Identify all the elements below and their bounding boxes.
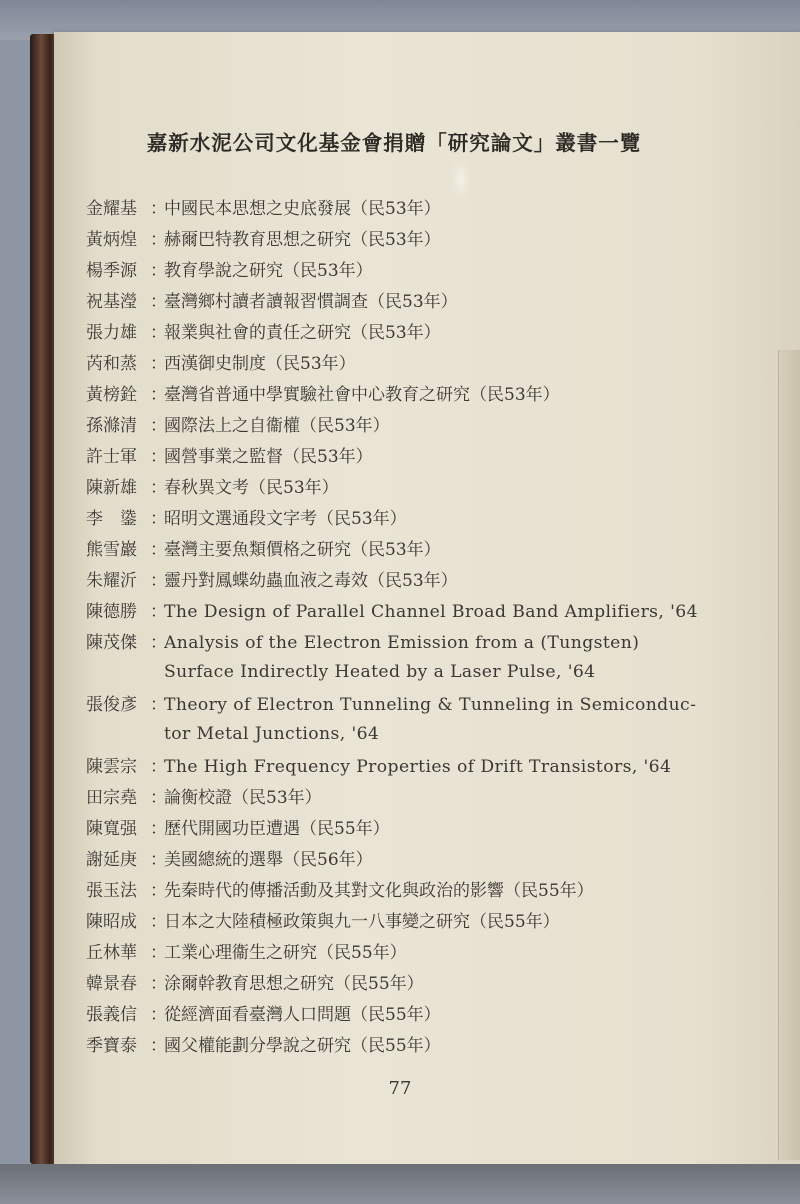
list-item [86,318,441,348]
separator-colon: ： [150,1005,167,1025]
separator-colon: ： [150,230,167,250]
work-title: 昭明文選通段文字考（民53年） [164,509,407,529]
list-item [86,1000,441,1030]
work-title: 國父權能劃分學說之研究（民55年） [164,1036,441,1056]
separator-colon: ： [150,571,167,591]
work-title: 臺灣鄉村讀者讀報習慣調查（民53年） [164,292,458,312]
list-item [86,349,356,379]
list-item [86,907,560,937]
separator-colon: ： [150,788,167,808]
list-item [86,1031,441,1061]
work-title: 歷代開國功臣遭遇（民55年） [164,819,390,839]
separator-colon: ： [150,354,167,374]
author-name: 芮和蒸 [86,354,137,374]
work-title-continuation: Surface Indirectly Heated by a Laser Pulse, '64 [164,662,596,682]
list-item [86,783,322,813]
author-name: 季寶泰 [86,1036,137,1056]
author-name: 李 鍌 [86,509,137,529]
adjacent-page-edge [778,350,800,1160]
work-title: 春秋異文考（民53年） [164,478,339,498]
page-title: 嘉新水泥公司文化基金會捐贈「研究論文」叢書一覽 [146,131,642,155]
separator-colon: ： [150,385,167,405]
list-item [86,256,373,286]
author-name: 張力雄 [86,323,137,343]
author-name: 金耀基 [86,199,137,219]
list-item [86,504,407,534]
list-item [86,690,696,720]
author-name: 祝基瀅 [86,292,137,312]
list-item [86,938,407,968]
separator-colon: ： [150,633,167,653]
list-item [86,473,339,503]
separator-colon: ： [150,292,167,312]
work-title: The High Frequency Properties of Drift Transistors, '64 [164,757,672,777]
separator-colon: ： [150,199,167,219]
book-cover-edge [30,34,55,1164]
author-name: 陳雲宗 [86,757,137,777]
work-title: 臺灣省普通中學實驗社會中心教育之研究（民53年） [164,385,560,405]
work-title: 從經濟面看臺灣人口問題（民55年） [164,1005,441,1025]
list-item [86,752,671,782]
work-title: 教育學說之研究（民53年） [164,261,373,281]
work-title-continuation: tor Metal Junctions, '64 [164,724,380,744]
author-name: 孫滌清 [86,416,137,436]
separator-colon: ： [150,416,167,436]
separator-colon: ： [150,850,167,870]
list-item [86,380,560,410]
author-name: 陳新雄 [86,478,137,498]
work-title: 中國民本思想之史底發展（民53年） [164,199,441,219]
author-name: 黃榜銓 [86,385,137,405]
author-name: 楊季源 [86,261,137,281]
work-title: 日本之大陸積極政策與九一八事變之研究（民55年） [164,912,560,932]
list-item [86,845,373,875]
author-name: 張義信 [86,1005,137,1025]
work-title: 論衡校證（民53年） [164,788,322,808]
separator-colon: ： [150,974,167,994]
list-item [86,411,390,441]
author-name: 謝延庚 [86,850,137,870]
author-name: 陳昭成 [86,912,137,932]
separator-colon: ： [150,447,167,467]
paper-stain [452,160,470,200]
work-title: 涂爾幹教育思想之研究（民55年） [164,974,424,994]
list-item [86,969,424,999]
author-name: 田宗堯 [86,788,137,808]
separator-colon: ： [150,912,167,932]
author-name: 張俊彥 [86,695,137,715]
page-number: 77 [388,1078,412,1099]
list-item [86,628,639,658]
work-title: The Design of Parallel Channel Broad Band Amplifiers, '64 [164,602,698,622]
list-item [86,442,373,472]
work-title: 美國總統的選舉（民56年） [164,850,373,870]
author-name: 黃炳煌 [86,230,137,250]
author-name: 丘林華 [86,943,137,963]
work-title: 先秦時代的傳播活動及其對文化與政治的影響（民55年） [164,881,594,901]
author-name: 許士軍 [86,447,137,467]
list-item [86,814,390,844]
separator-colon: ： [150,323,167,343]
work-title: 報業與社會的責任之研究（民53年） [164,323,441,343]
separator-colon: ： [150,602,167,622]
list-item [86,194,441,224]
separator-colon: ： [150,819,167,839]
work-title: 工業心理衞生之研究（民55年） [164,943,407,963]
author-name: 朱耀沂 [86,571,137,591]
separator-colon: ： [150,881,167,901]
separator-colon: ： [150,509,167,529]
author-name: 張玉法 [86,881,137,901]
separator-colon: ： [150,1036,167,1056]
author-name: 陳茂傑 [86,633,137,653]
separator-colon: ： [150,695,167,715]
work-title: 赫爾巴特教育思想之研究（民53年） [164,230,441,250]
list-item [86,597,698,627]
list-item [86,225,441,255]
list-item [86,566,458,596]
separator-colon: ： [150,540,167,560]
separator-colon: ： [150,261,167,281]
list-item [86,876,594,906]
author-name: 陳寬强 [86,819,137,839]
list-item [86,287,458,317]
work-title: 國際法上之自衞權（民53年） [164,416,390,436]
separator-colon: ： [150,478,167,498]
separator-colon: ： [150,757,167,777]
work-title: 靈丹對鳳蝶幼蟲血液之毒效（民53年） [164,571,458,591]
background-bottom [0,1164,800,1204]
work-title: Theory of Electron Tunneling & Tunneling in Semiconduc- [164,695,697,715]
work-title: Analysis of the Electron Emission from a (Tungsten) [164,633,640,653]
work-title: 西漢御史制度（民53年） [164,354,356,374]
work-title: 臺灣主要魚類價格之研究（民53年） [164,540,441,560]
list-item [86,535,441,565]
author-name: 熊雪巖 [86,540,137,560]
author-name: 陳德勝 [86,602,137,622]
work-title: 國營事業之監督（民53年） [164,447,373,467]
author-name: 韓景春 [86,974,137,994]
separator-colon: ： [150,943,167,963]
